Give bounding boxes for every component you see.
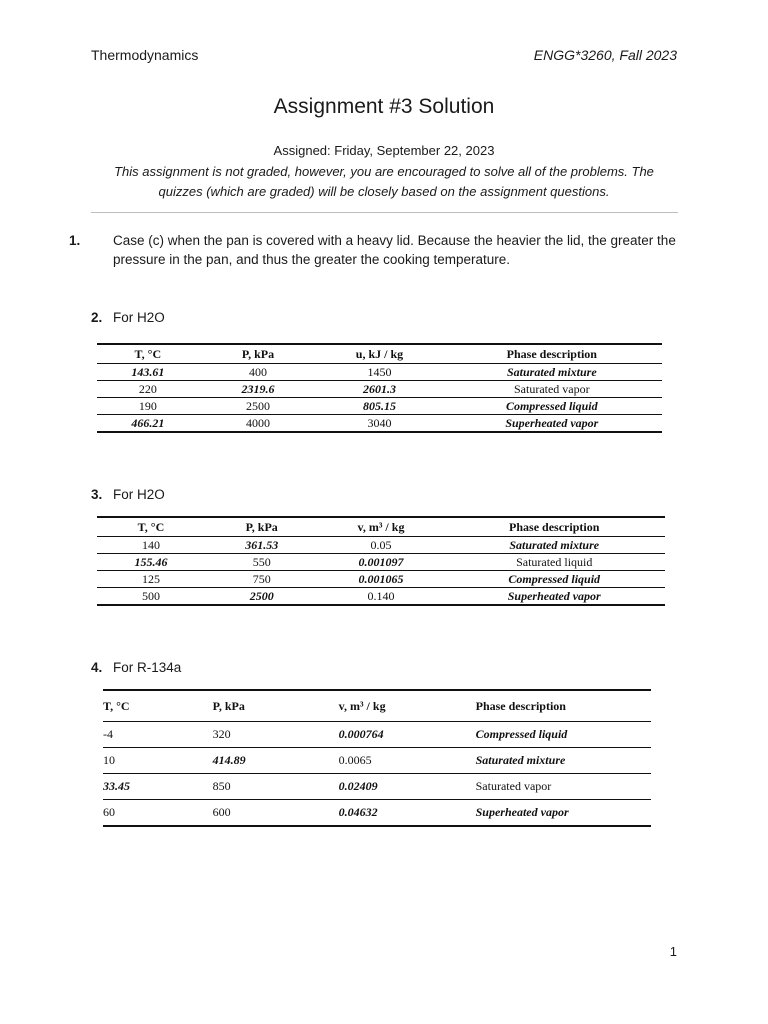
table-h2o-internal-energy — [97, 343, 662, 433]
table-row — [97, 588, 665, 606]
table-cell: Saturated vapor — [476, 774, 651, 800]
table-cell: Saturated vapor — [442, 381, 662, 398]
question-1 — [69, 231, 703, 269]
table-cell: 500 — [97, 588, 205, 606]
table-row — [103, 722, 651, 748]
table-cell: 2319.6 — [199, 381, 318, 398]
table-cell: 1450 — [317, 364, 441, 381]
page-number: 1 — [669, 944, 677, 959]
table-cell: 850 — [213, 774, 339, 800]
table-header: Phase description — [443, 517, 665, 537]
table-row — [97, 415, 662, 433]
table-cell: 60 — [103, 800, 213, 827]
question-text: For H2O — [113, 310, 165, 325]
table-cell: 361.53 — [205, 537, 319, 554]
table-row — [97, 381, 662, 398]
table-cell: 750 — [205, 571, 319, 588]
table-cell: 600 — [213, 800, 339, 827]
table-cell: 143.61 — [97, 364, 199, 381]
assignment-note: This assignment is not graded, however, you are encouraged to solve all of the problems. The quizzes (which are graded) will be closely based on the assignment questions. — [114, 164, 654, 199]
table-header: T, °C — [103, 690, 213, 722]
question-number: 4. — [91, 660, 103, 675]
table-cell: 400 — [199, 364, 318, 381]
table-header: Phase description — [442, 344, 662, 364]
question-number: 1. — [69, 233, 81, 248]
table-row — [103, 800, 651, 827]
table-cell: 0.02409 — [339, 774, 476, 800]
table-row — [97, 398, 662, 415]
table-cell: Compressed liquid — [476, 722, 651, 748]
table-cell: Saturated mixture — [442, 364, 662, 381]
table-cell: Compressed liquid — [443, 571, 665, 588]
table-row — [97, 571, 665, 588]
table-cell: 2500 — [199, 398, 318, 415]
page-title: Assignment #3 Solution — [273, 95, 495, 118]
table-cell: 155.46 — [97, 554, 205, 571]
table-cell: 140 — [97, 537, 205, 554]
table-row — [103, 748, 651, 774]
question-text: Case (c) when the pan is covered with a heavy lid. Because the heavier the lid, the greater the pressure in the pan, and thus the greater the cooking temperature. — [113, 233, 676, 267]
table-cell: 0.05 — [319, 537, 444, 554]
table-cell: 2601.3 — [317, 381, 441, 398]
table-cell: 2500 — [205, 588, 319, 606]
course-code: ENGG*3260, Fall 2023 — [533, 47, 677, 63]
table-r134a — [103, 689, 651, 827]
table-row — [97, 364, 662, 381]
question-2 — [91, 308, 165, 327]
table-cell: 10 — [103, 748, 213, 774]
table-cell: 0.04632 — [339, 800, 476, 827]
table-cell: 0.001065 — [319, 571, 444, 588]
table-cell: 805.15 — [317, 398, 441, 415]
table-cell: 125 — [97, 571, 205, 588]
table-row — [97, 554, 665, 571]
table-cell: Saturated mixture — [443, 537, 665, 554]
divider — [91, 212, 678, 213]
table-cell: 33.45 — [103, 774, 213, 800]
question-3 — [91, 485, 165, 504]
question-4 — [91, 658, 181, 677]
table-cell: 0.001097 — [319, 554, 444, 571]
table-cell: Superheated vapor — [443, 588, 665, 606]
table-cell: 220 — [97, 381, 199, 398]
table-header: u, kJ / kg — [317, 344, 441, 364]
table-cell: -4 — [103, 722, 213, 748]
table-cell: 190 — [97, 398, 199, 415]
table-header: v, m³ / kg — [319, 517, 444, 537]
table-row — [103, 774, 651, 800]
question-text: For H2O — [113, 487, 165, 502]
course-name: Thermodynamics — [91, 47, 199, 63]
table-header: T, °C — [97, 344, 199, 364]
table-header: P, kPa — [213, 690, 339, 722]
question-number: 3. — [91, 487, 103, 502]
table-cell: 0.000764 — [339, 722, 476, 748]
table-cell: 0.140 — [319, 588, 444, 606]
table-cell: 414.89 — [213, 748, 339, 774]
table-cell: Saturated mixture — [476, 748, 651, 774]
question-number: 2. — [91, 310, 103, 325]
table-cell: 466.21 — [97, 415, 199, 433]
table-header: P, kPa — [199, 344, 318, 364]
table-cell: 3040 — [317, 415, 441, 433]
table-h2o-specific-volume — [97, 516, 665, 606]
table-cell: Compressed liquid — [442, 398, 662, 415]
table-cell: 4000 — [199, 415, 318, 433]
table-cell: Superheated vapor — [476, 800, 651, 827]
assigned-date: Assigned: Friday, September 22, 2023 — [273, 143, 495, 158]
question-text: For R-134a — [113, 660, 182, 675]
table-cell: 320 — [213, 722, 339, 748]
table-cell: 550 — [205, 554, 319, 571]
table-header: Phase description — [476, 690, 651, 722]
table-cell: Superheated vapor — [442, 415, 662, 433]
table-header: v, m³ / kg — [339, 690, 476, 722]
table-header: T, °C — [97, 517, 205, 537]
table-header: P, kPa — [205, 517, 319, 537]
table-cell: 0.0065 — [339, 748, 476, 774]
table-row — [97, 537, 665, 554]
table-cell: Saturated liquid — [443, 554, 665, 571]
